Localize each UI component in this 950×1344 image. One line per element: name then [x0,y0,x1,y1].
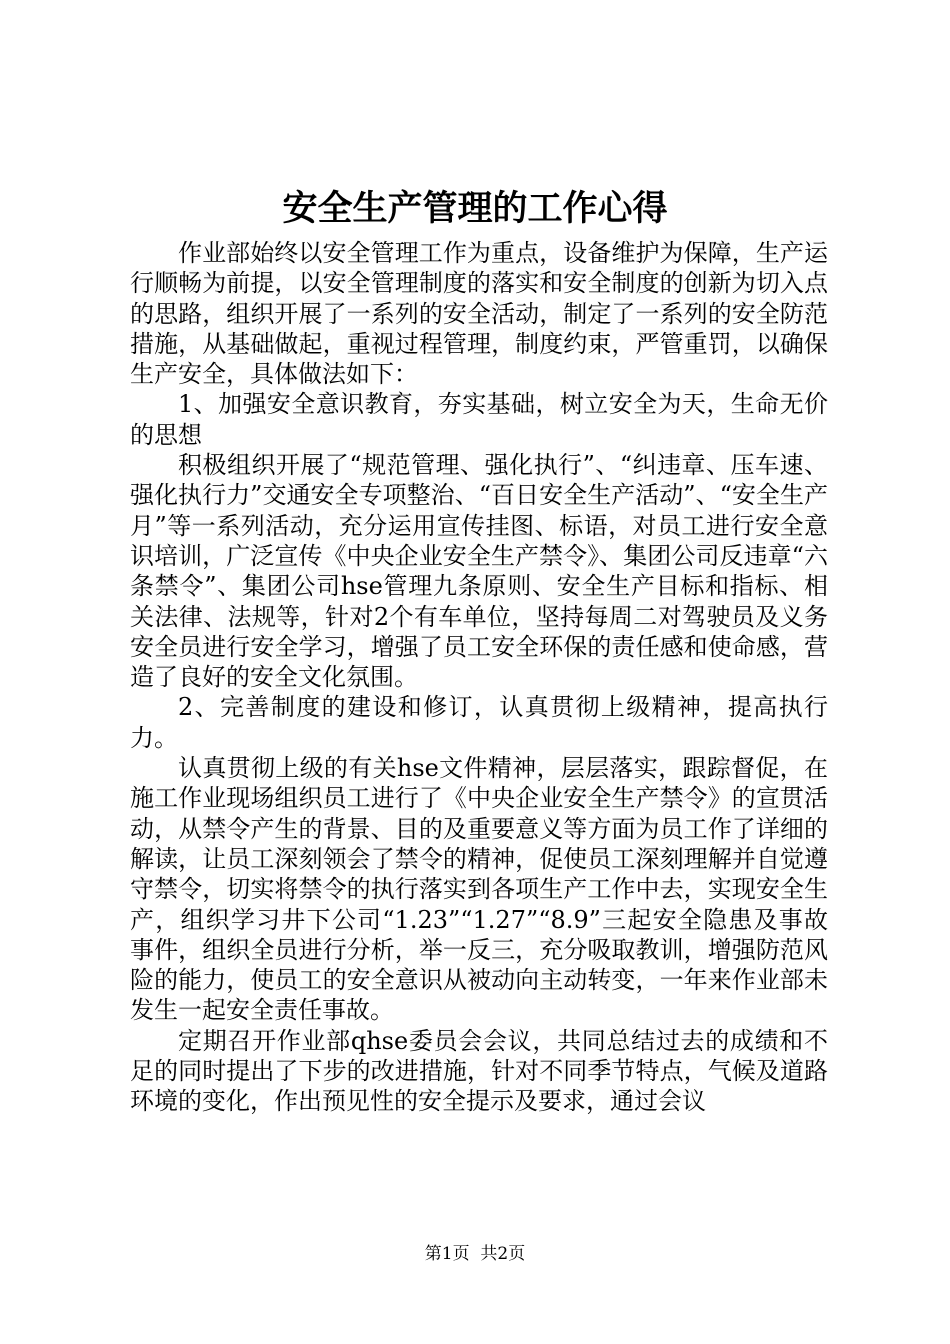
footer-separator [470,1244,481,1264]
paragraph-intro: 作业部始终以安全管理工作为重点，设备维护为保障，生产运行顺畅为前提，以安全管理制度的落实和安全制度的创新为切入点的思路，组织开展了一系列的安全活动，制定了一系列的安全防范措施，从基础做起，重视过程管理，制度约束，严管重罚，以确保生产安全，具体做法如下： [130,239,828,389]
paragraph-section-1: 积极组织开展了“规范管理、强化执行”、“纠违章、压车速、强化执行力”交通安全专项整治、“百日安全生产活动”、“安全生产月”等一系列活动，充分运用宣传挂图、标语，对员工进行安全意识培训，广泛宣传《中央企业安全生产禁令》、集团公司反违章“六条禁令”、集团公司hse管理九条原则、安全生产目标和指标、相关法律、法规等，针对2个有车单位，坚持每周二对驾驶员及义务安全员进行安全学习，增强了员工安全环保的责任感和使命感，营造了良好的安全文化氛围。 [130,451,828,692]
page-number-current: 第1页 [424,1244,470,1264]
document-body [130,238,828,1117]
paragraph-section-2b: 定期召开作业部qhse委员会会议，共同总结过去的成绩和不足的同时提出了下步的改进措施，针对不同季节特点，气候及道路环境的变化，作出预见性的安全提示及要求，通过会议 [130,1026,828,1116]
document-title: 安全生产管理的工作心得 [282,188,668,229]
paragraph-section-2a: 认真贯彻上级的有关hse文件精神，层层落实，跟踪督促，在施工作业现场组织员工进行了《中央企业安全生产禁令》的宣贯活动，从禁令产生的背景、目的及重要意义等方面为员工作了详细的解读，让员工深刻领会了禁令的精神，促使员工深刻理解并自觉遵守禁令，切实将禁令的执行落实到各项生产工作中去，实现安全生产，组织学习井下公司“1.23”“1.27”“8.9”三起安全隐患及事故事件，组织全员进行分析，举一反三，充分吸取教训，增强防范风险的能力，使员工的安全意识从被动向主动转变，一年来作业部未发生一起安全责任事故。 [130,754,828,1025]
page-footer [0,1242,950,1266]
page-number-total: 共2页 [480,1244,526,1264]
section-heading-1: 1、加强安全意识教育，夯实基础，树立安全为天，生命无价的思想 [130,390,828,449]
section-heading-2: 2、完善制度的建设和修订，认真贯彻上级精神，提高执行力。 [130,693,828,752]
